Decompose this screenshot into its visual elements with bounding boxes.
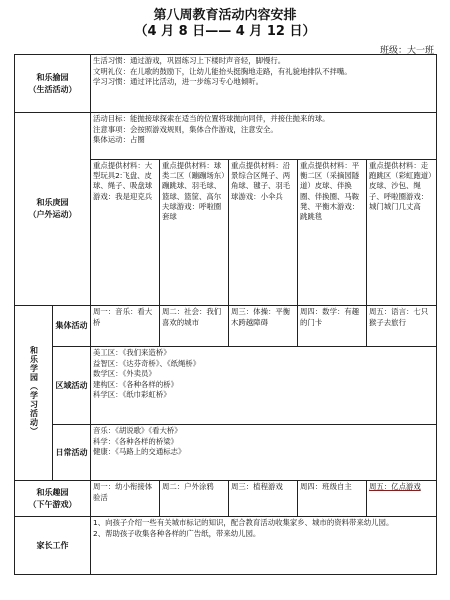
games-day-2: 周二：户外涂鸦 — [160, 481, 229, 517]
daily-item: 健康：《马路上的交通标志》 — [93, 447, 186, 457]
date-range: （4 月 8 日—— 4 月 12 日） — [134, 24, 316, 39]
daily-item: 音乐：《胡说歌》《看大桥》 — [93, 426, 182, 435]
outdoor-section-header — [15, 113, 91, 306]
family-line: 1、向孩子介绍一些有关城市标记的知识，配合教育活动收集家乡、城市的资料带来幼儿园。 — [93, 518, 394, 527]
area-item: 美工区：《我们来造桥》 — [93, 348, 171, 357]
class-label: 班级：大一班 — [379, 46, 434, 56]
area-item: 数学区：《外卖员》 — [93, 369, 156, 379]
outdoor-day-4: 重点提供材料：平衡二区（采摘园隧道）皮球、伴换圈、伴换圈、马鞍凳、平衡木游戏：跳跳毯 — [298, 160, 367, 306]
outdoor-day-5: 重点提供材料：走跑跳区（彩虹跑道）皮球、沙包、绳子、呼啦圈游戏：城门城门几丈高 — [367, 160, 437, 306]
learning-collective-day-2: 周二：社会：我们喜欢的城市 — [160, 306, 229, 347]
learning-area-row — [15, 347, 437, 425]
life-subtitle: （生活活动） — [28, 84, 77, 94]
games-title: 和乐趣园 — [36, 487, 69, 497]
life-line: 学习习惯：通过评比活动，进一步练习专心地倾听。 — [93, 77, 263, 87]
life-section-header — [15, 55, 91, 113]
learning-daily-content — [91, 425, 437, 481]
games-section-header — [15, 481, 91, 517]
learning-collective-day-4: 周四：数学：有趣的门卡 — [298, 306, 367, 347]
learning-daily-row — [15, 425, 437, 481]
outdoor-day-1: 重点提供材料：大型玩具2:飞盘、皮球、绳子、吸盘球游戏：我是迎克兵 — [91, 160, 160, 306]
page-title: 第八周教育活动内容安排 — [153, 8, 297, 23]
learning-group-label: 区域活动 — [53, 347, 91, 425]
outdoor-title: 和乐庚园 — [36, 198, 69, 207]
life-title: 和乐揄园 — [36, 72, 69, 82]
games-subtitle: （下午游戏） — [28, 499, 77, 509]
learning-collective-day-3: 周三：体操：平衡木跨越障碍 — [229, 306, 298, 347]
games-day-3: 周三：植程游戏 — [229, 481, 298, 517]
games-day-1: 周一：幼小衔接体验活 — [91, 481, 160, 517]
outdoor-goals — [91, 113, 437, 160]
outdoor-subtitle: （户外运动） — [28, 210, 77, 219]
area-item: 建构区：《各种各样的桥》 — [93, 379, 178, 389]
learning-group-label: 日常活动 — [53, 425, 91, 481]
schedule-table — [14, 54, 437, 575]
outdoor-goal-row — [15, 113, 437, 160]
family-content — [91, 517, 437, 575]
area-item: 益智区：《达芬奇桥》、《纸绳桥》 — [93, 358, 201, 368]
outdoor-day-2: 重点提供材料：球类二区（蹦蹦场东）蹦跳球、羽毛球、篮球、篮筐、高尔夫球游戏：呼啦圈套球 — [160, 160, 229, 306]
learning-collective-day-5: 周五：语言：七只猴子去旅行 — [367, 306, 437, 347]
life-row — [15, 55, 437, 113]
outdoor-day-3: 重点提供材料：沿景综合区绳子、两角球、毽子、羽毛球游戏：小伞兵 — [229, 160, 298, 306]
outdoor-notice: 注意事项：会按照游戏规则，集体合作游戏，注意安全。 — [93, 124, 278, 134]
learning-title: 和乐学园（学习活动） — [29, 346, 39, 436]
learning-area-content — [91, 347, 437, 425]
learning-collective-row — [15, 306, 437, 347]
family-line: 2、帮助孩子收集各种各样的广告纸，带来幼儿园。 — [93, 528, 261, 538]
learning-collective-day-1: 周一：音乐：看大桥 — [91, 306, 160, 347]
family-section-header: 家长工作 — [15, 517, 91, 575]
games-day-4: 周四：班级自主 — [298, 481, 367, 517]
learning-group-label: 集体活动 — [53, 306, 91, 347]
area-item: 科学区：《纸巾彩虹桥》 — [93, 390, 171, 400]
games-day-5: 周五：亿点游戏 — [367, 481, 437, 517]
learning-section-header — [15, 306, 53, 481]
outdoor-collective: 集体运动：占圈 — [93, 135, 145, 145]
life-line: 文明礼仪：在儿歌的鼓励下，让幼儿能抬头挺胸地走路，有礼貌地排队不拌嘴。 — [93, 66, 352, 76]
outdoor-goal: 活动目标：能抛接球探索在适当的位置将球抛向同伴，并接住抛来的球。 — [93, 114, 330, 123]
daily-item: 科学：《各种各样的桥梁》 — [93, 436, 178, 446]
life-content — [91, 55, 437, 113]
family-row — [15, 517, 437, 575]
games-row — [15, 481, 437, 517]
life-line: 生活习惯：通过游戏，巩固练习上下楼时声音轻，脚慢行。 — [93, 56, 286, 65]
